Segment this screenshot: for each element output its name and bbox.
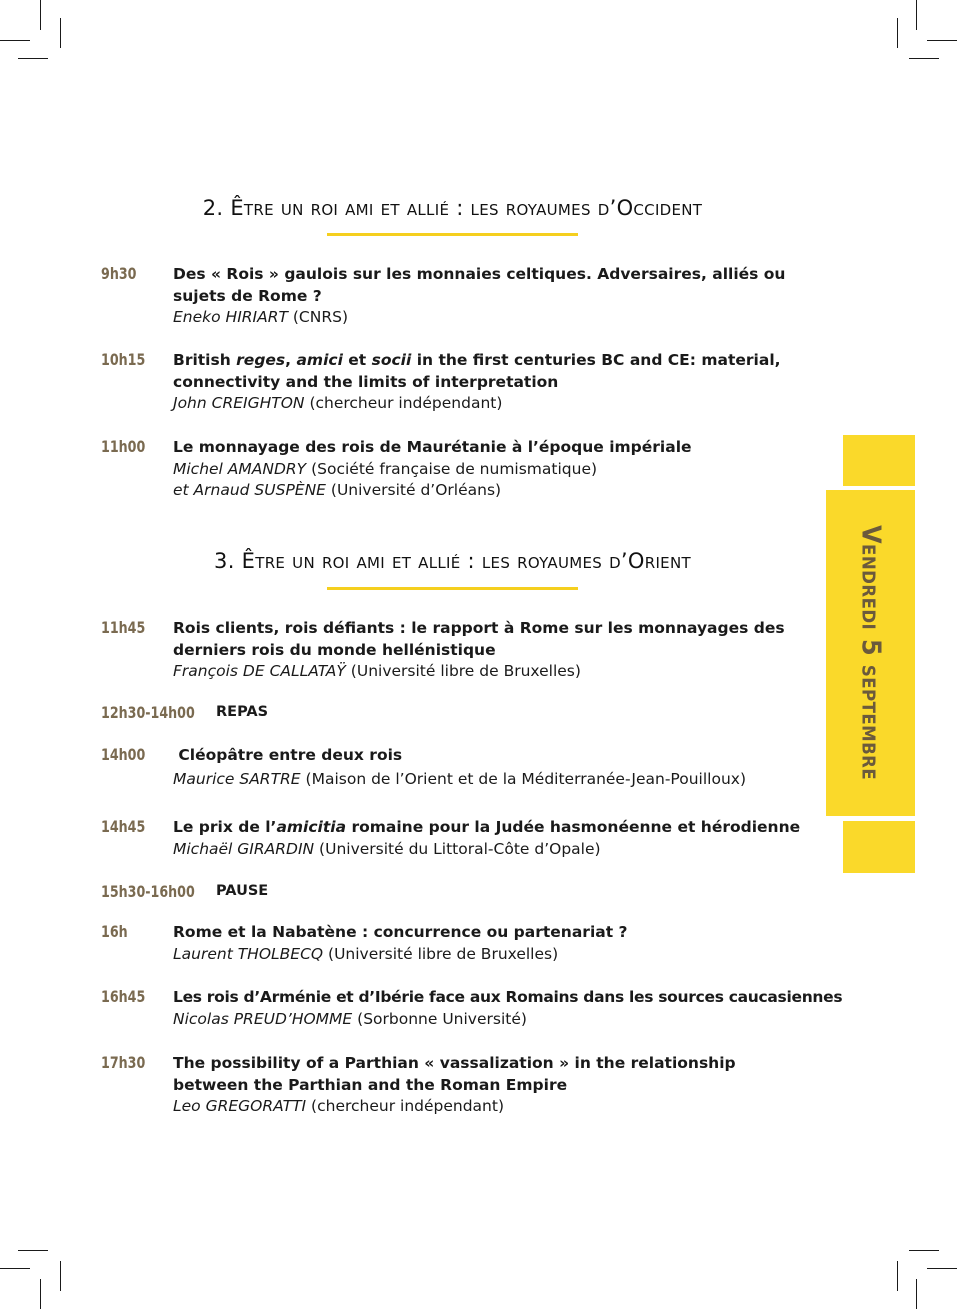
entry-time: 12h30-14h00	[101, 703, 195, 722]
entry-time: 10h15	[101, 350, 146, 369]
speaker-affiliation: (chercheur indépendant)	[306, 1097, 505, 1115]
crop-mark	[0, 1268, 30, 1269]
entry-time: 16h	[101, 922, 128, 941]
speaker	[173, 459, 803, 481]
title-part: romaine pour la Judée hasmonéenne et hérodienne	[346, 818, 801, 836]
entry-time: 14h45	[101, 817, 146, 836]
speaker-name: Laurent THOLBECQ	[173, 944, 324, 963]
talk-title: Rome et la Nabatène : concurrence ou partenariat ?	[173, 923, 628, 941]
talk-title: Des « Rois » gaulois sur les monnaies celtiques. Adversaires, alliés ou sujets de Rome ?	[173, 265, 786, 305]
title-part-italic: amici	[296, 351, 343, 369]
entry-time: 14h00	[101, 745, 146, 764]
speaker-affiliation: (Université du Littoral-Côte d’Opale)	[314, 839, 601, 858]
section-title: 2. Être un roi ami et allié : les royaumes d’Occident	[202, 196, 703, 220]
speaker-name: Nicolas PREUD’HOMME	[173, 1009, 353, 1028]
crop-mark	[18, 1250, 48, 1251]
crop-mark	[0, 40, 30, 41]
speaker	[173, 480, 803, 502]
speaker-name: Leo GREGORATTI	[173, 1097, 307, 1115]
talk-title: The possibility of a Parthian « vassalization » in the relationship between the Parthian and the Roman Empire	[173, 1054, 736, 1094]
break-label: PAUSE	[216, 883, 269, 899]
crop-mark	[927, 40, 957, 41]
crop-mark	[40, 0, 41, 30]
speaker-affiliation: (Université d’Orléans)	[325, 481, 502, 499]
title-part: Le prix de l’	[173, 818, 277, 836]
entry-time: 9h30	[101, 264, 137, 283]
section-rule	[327, 233, 578, 236]
speaker	[173, 839, 803, 861]
day-tab-bottom	[843, 821, 915, 873]
talk-title	[173, 350, 803, 393]
crop-mark	[18, 58, 48, 59]
day-tab-label: Vendredi 5 septembre	[855, 525, 886, 781]
entry-time: 16h45	[101, 987, 146, 1006]
section-title: 3. Être un roi ami et allié : les royaumes d’Orient	[214, 549, 691, 573]
talk-title: Les rois d’Arménie et d’Ibérie face aux Romains dans les sources caucasiennes	[173, 988, 843, 1006]
title-part-italic: socii	[371, 351, 412, 369]
speaker	[173, 661, 803, 683]
title-part-italic: reges	[236, 351, 286, 369]
crop-mark	[897, 1261, 898, 1291]
title-part-italic: amicitia	[276, 818, 347, 836]
day-tab-label-wrap	[826, 490, 915, 816]
speaker-affiliation: (chercheur indépendant)	[304, 394, 503, 412]
crop-mark	[916, 0, 917, 30]
speaker	[173, 769, 803, 791]
title-part: British	[173, 351, 237, 369]
speaker-affiliation: (CNRS)	[287, 308, 349, 326]
title-part: et	[342, 351, 372, 369]
speaker-affiliation: (Université libre de Bruxelles)	[345, 662, 581, 680]
day-tab-top	[843, 435, 915, 486]
speaker-name: et Arnaud SUSPÈNE	[173, 481, 326, 499]
speaker	[173, 307, 803, 329]
entry-time: 15h30-16h00	[101, 882, 195, 901]
crop-mark	[909, 58, 939, 59]
title-part: ,	[285, 351, 297, 369]
speaker-affiliation: (Société française de numismatique)	[306, 459, 598, 478]
talk-title: Cléopâtre entre deux rois	[173, 746, 403, 764]
speaker	[173, 393, 803, 415]
entry-time: 17h30	[101, 1053, 146, 1072]
crop-mark	[897, 18, 898, 48]
speaker-name: Eneko HIRIART	[173, 308, 288, 326]
speaker-name: John CREIGHTON	[173, 394, 305, 412]
speaker-name: Michel AMANDRY	[173, 459, 307, 478]
crop-mark	[909, 1250, 939, 1251]
speaker-affiliation: (Université libre de Bruxelles)	[323, 944, 559, 963]
speaker-name: Maurice SARTRE	[173, 769, 301, 788]
speaker-affiliation: (Sorbonne Université)	[352, 1009, 527, 1028]
talk-title: Rois clients, rois défiants : le rapport à Rome sur les monnayages des derniers rois du monde hellénistique	[173, 619, 785, 659]
talk-title: Le monnayage des rois de Maurétanie à l’époque impériale	[173, 438, 692, 456]
crop-mark	[40, 1279, 41, 1309]
crop-mark	[916, 1279, 917, 1309]
entry-time: 11h00	[101, 437, 146, 456]
speaker-affiliation: (Maison de l’Orient et de la Méditerranée-Jean-Pouilloux)	[300, 769, 746, 788]
speaker	[173, 1009, 833, 1031]
title-part: in the first centuries BC and CE: material, connectivity and the limits of interpretation	[173, 351, 781, 391]
section-rule	[327, 587, 578, 590]
crop-mark	[60, 18, 61, 48]
talk-title	[173, 817, 803, 839]
speaker-name: François DE CALLATAŸ	[173, 662, 346, 680]
speaker-name: Michaël GIRARDIN	[173, 839, 315, 858]
speaker	[173, 944, 803, 966]
entry-time: 11h45	[101, 618, 146, 637]
crop-mark	[927, 1268, 957, 1269]
speaker	[173, 1096, 803, 1118]
break-label: REPAS	[216, 704, 269, 720]
crop-mark	[60, 1261, 61, 1291]
